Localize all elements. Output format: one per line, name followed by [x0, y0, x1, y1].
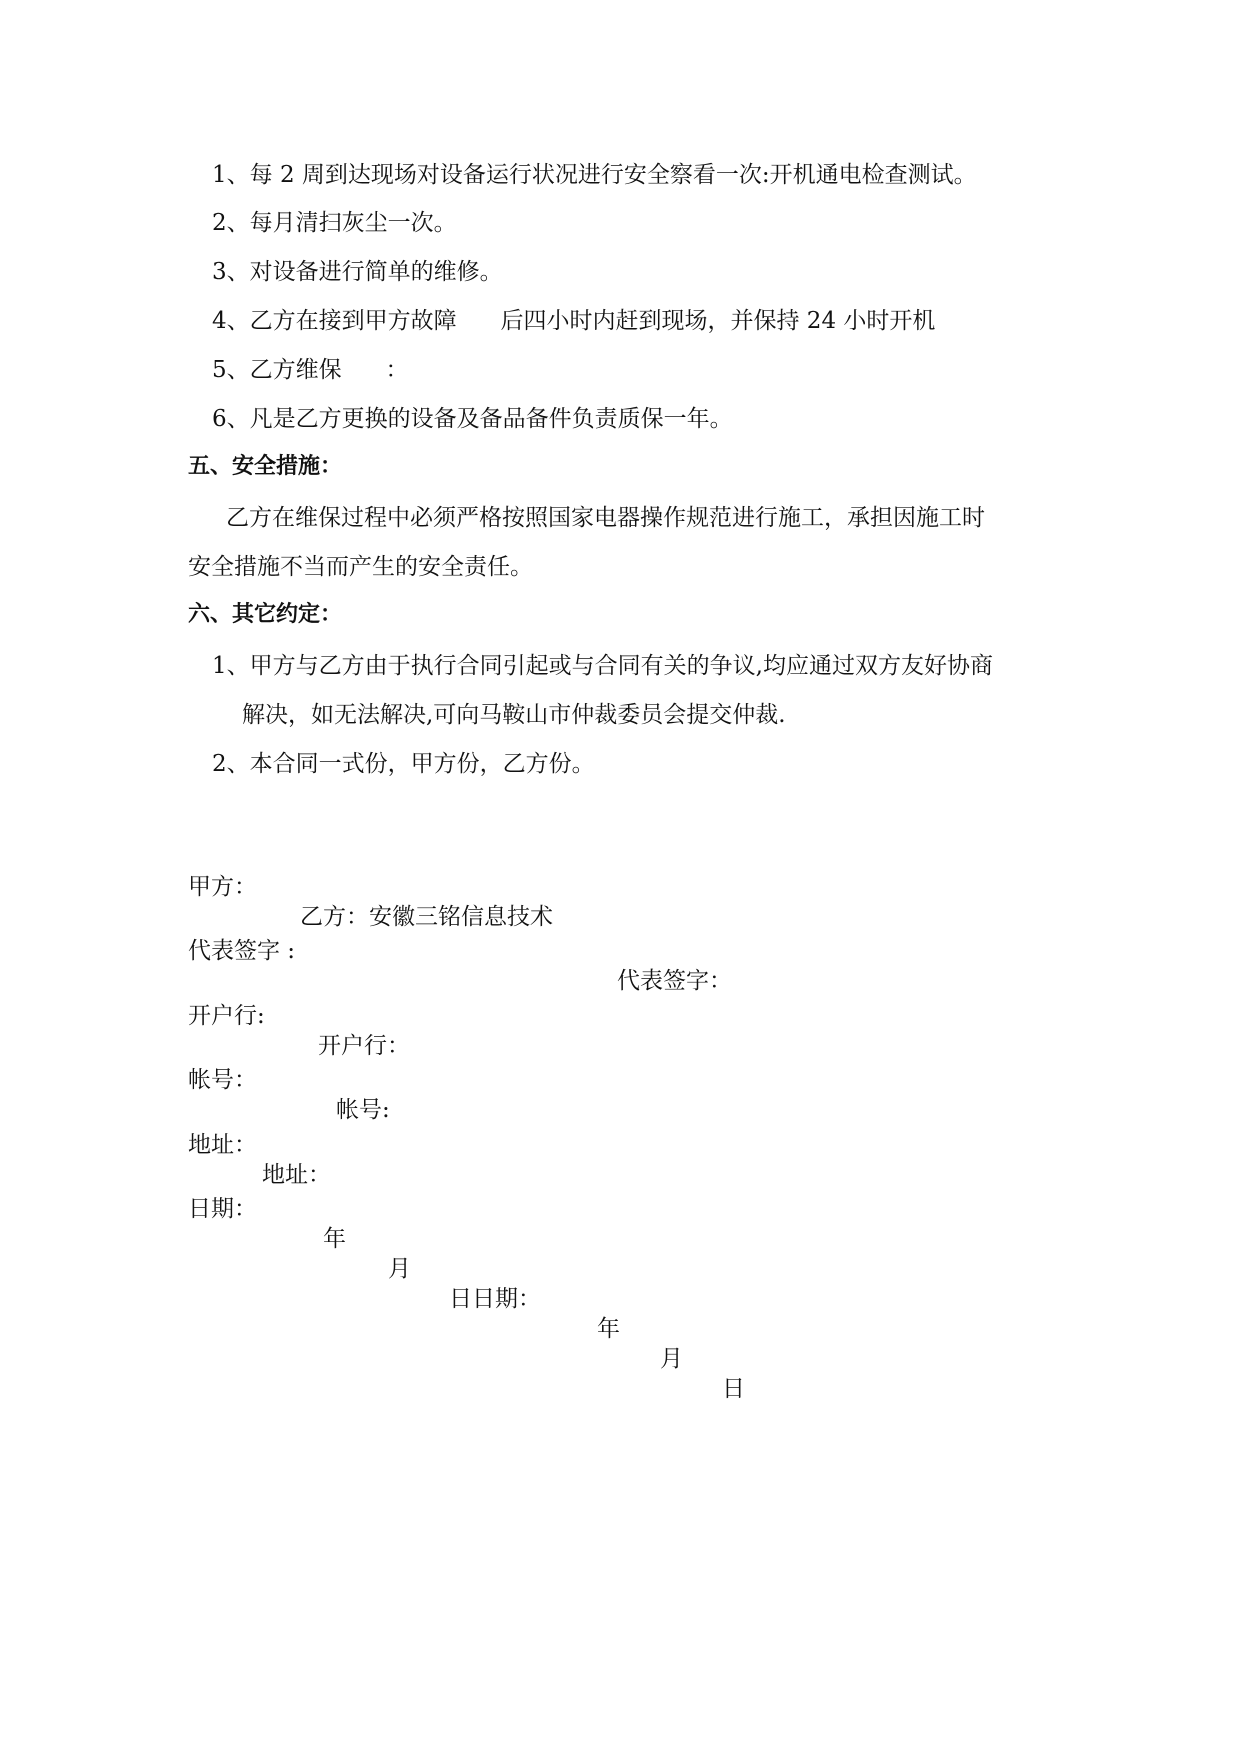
rep-sign-b-label: 代表签字： [617, 968, 732, 994]
list-item: 5、乙方维保 ： [212, 357, 409, 383]
rep-sign-a-label: 代表签字 : [188, 938, 296, 964]
signature-row-bank [0, 971, 1241, 1059]
date-a-year: 年 [323, 1226, 346, 1252]
section-heading-safety: 五、安全措施： [188, 454, 343, 479]
bank-b-label: 开户行： [318, 1033, 410, 1059]
date-a-month: 月 [388, 1256, 411, 1282]
signature-row-parties [0, 842, 1241, 930]
party-a-label: 甲方： [188, 874, 257, 900]
bank-a-label: 开户行: [188, 1003, 265, 1029]
date-b-month: 月 [660, 1346, 683, 1372]
account-b-label: 帐号: [336, 1097, 390, 1123]
list-item: 2、本合同一式份，甲方份，乙方份。 [212, 751, 595, 777]
date-b-year: 年 [597, 1316, 620, 1342]
party-b-label: 乙方：安徽三铭信息技术 [300, 904, 553, 930]
date-a-label: 日期： [188, 1196, 257, 1222]
address-b-label: 地址： [262, 1162, 331, 1188]
list-item: 6、凡是乙方更换的设备及备品备件负责质保一年。 [212, 406, 733, 432]
account-a-label: 帐号： [188, 1067, 257, 1093]
date-a-day-and-b-label: 日日期： [449, 1286, 541, 1312]
list-item: 2、每月清扫灰尘一次。 [212, 210, 457, 236]
list-item: 1、每 2 周到达现场对设备运行状况进行安全察看一次:开机通电检查测试。 [212, 162, 977, 188]
list-item: 3、对设备进行简单的维修。 [212, 259, 503, 285]
signature-row-rep [0, 906, 1241, 994]
signature-row-address [0, 1100, 1241, 1188]
safety-paragraph-line: 乙方在维保过程中必须严格按照国家电器操作规范进行施工，承担因施工时 [226, 505, 985, 531]
section-heading-other: 六、其它约定： [188, 602, 343, 627]
list-item: 4、乙方在接到甲方故障 后四小时内赶到现场，并保持 24 小时开机 [212, 308, 936, 334]
signature-row-account [0, 1035, 1241, 1123]
signature-row-date [0, 1164, 1241, 1402]
list-item-continuation: 解决，如无法解决,可向马鞍山市仲裁委员会提交仲裁. [242, 702, 786, 728]
list-item: 1、甲方与乙方由于执行合同引起或与合同有关的争议,均应通过双方友好协商 [212, 653, 993, 679]
safety-paragraph-line: 安全措施不当而产生的安全责任。 [188, 554, 533, 580]
date-b-day: 日 [722, 1376, 745, 1402]
address-a-label: 地址： [188, 1132, 257, 1158]
